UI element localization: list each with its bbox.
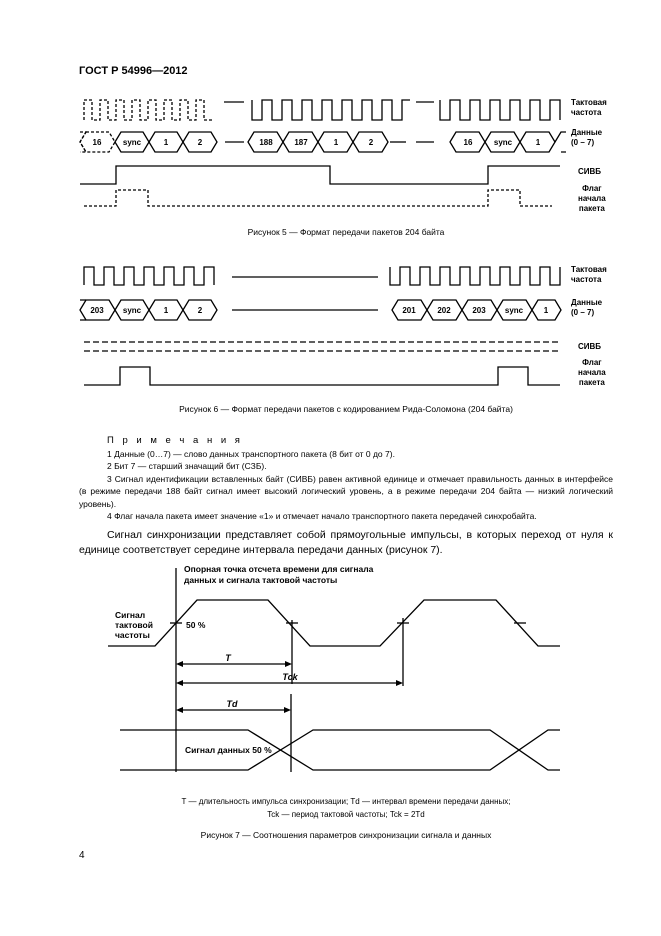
f6-label-flag: Флаг начала пакета	[578, 358, 606, 387]
figure5-caption: Рисунок 5 — Формат передачи пакетов 204 байта	[247, 227, 445, 237]
f5-label-flag: Флаг начала пакета	[578, 184, 606, 213]
f5-cell-187: 187	[294, 138, 308, 147]
figure7-legend-1: T — длительность импульса синхронизации; Td — интервал времени передачи данных;	[181, 797, 511, 806]
figure7-caption: Рисунок 7 — Соотношения параметров синхронизации сигнала и данных	[200, 830, 492, 840]
f6-cell-2: 2	[197, 306, 203, 315]
f6-cell-203b: 203	[472, 306, 486, 315]
f6-label-sivb: СИВБ	[578, 342, 602, 351]
f6-label-clock: Тактовая частота	[571, 265, 607, 284]
f6-cell-syncb: sync	[504, 306, 524, 315]
f7-tck-label: Tck	[282, 672, 298, 682]
f5-cell-sync: sync	[122, 138, 142, 147]
f5-cell-1b: 1	[333, 138, 339, 147]
figure6-diagram	[0, 255, 661, 400]
figure5-diagram	[0, 0, 661, 240]
note-item: 1 Данные (0…7) — слово данных транспортного пакета (8 бит от 0 до 7).	[107, 448, 395, 459]
f6-cell-sync: sync	[122, 306, 142, 315]
f6-cell-203: 203	[90, 306, 104, 315]
f5-cell-16: 16	[92, 138, 102, 147]
f5-cell-1c: 1	[535, 138, 541, 147]
f5-cell-2b: 2	[368, 138, 374, 147]
figure6-caption: Рисунок 6 — Формат передачи пакетов с кодированием Рида-Соломона (204 байта)	[179, 404, 513, 414]
f5-label-sivb: СИВБ	[578, 167, 602, 176]
f7-pct-clock: 50 %	[186, 620, 206, 630]
body-paragraph: Сигнал синхронизации представляет собой прямоугольные импульсы, в которых переход от нуля к единице соответствует середине интервала передачи данных (рисунок 7).	[79, 529, 613, 556]
notes-title: П р и м е ч а н и я	[107, 435, 243, 446]
notes-block	[79, 435, 613, 523]
page-number: 4	[79, 850, 85, 861]
f6-cell-1: 1	[163, 306, 169, 315]
note-item: 2 Бит 7 — старший значащий бит (СЗБ).	[107, 461, 267, 471]
f7-td-label: Td	[226, 699, 238, 709]
document-header: ГОСТ Р 54996—2012	[79, 65, 188, 77]
f6-label-data: Данные (0 – 7)	[571, 298, 603, 317]
f7-clock-label-2: тактовой	[115, 620, 153, 630]
f7-clock-label-3: частоты	[115, 630, 150, 640]
f7-ref-label-2: данных и сигнала тактовой частоты	[184, 575, 338, 585]
note-item: 3 Сигнал идентификации вставленных байт (СИВБ) равен активной единице и отмечает правильность данных в интерфейсе (в режиме передачи 188 байт сигнал имеет высокий логический уровень, а в режиме передачи 204 байта — низкий логический уровень).	[79, 473, 613, 509]
f6-cell-201: 201	[402, 306, 416, 315]
f5-cell-syncb: sync	[493, 138, 513, 147]
f5-cell-188: 188	[259, 138, 273, 147]
f5-cell-1: 1	[163, 138, 169, 147]
f7-clock-label-1: Сигнал	[115, 610, 146, 620]
f6-cell-1b: 1	[543, 306, 549, 315]
f7-ref-label-1: Опорная точка отсчета времени для сигнала	[184, 564, 374, 574]
f5-cell-2: 2	[197, 138, 203, 147]
f6-cell-202: 202	[437, 306, 451, 315]
f5-label-clock: Тактовая частота	[571, 98, 607, 117]
f7-t-label: T	[225, 653, 231, 663]
f5-label-data: Данные (0 – 7)	[571, 128, 603, 147]
figure7-diagram	[0, 560, 661, 820]
f7-data-label: Сигнал данных 50 %	[185, 745, 272, 755]
f5-cell-16b: 16	[463, 138, 473, 147]
figure7-legend-2: Tck — период тактовой частоты; Tck = 2Td	[267, 810, 425, 819]
note-item: 4 Флаг начала пакета имеет значение «1» и отмечает начало транспортного пакета передачей синхробайта.	[107, 511, 537, 521]
